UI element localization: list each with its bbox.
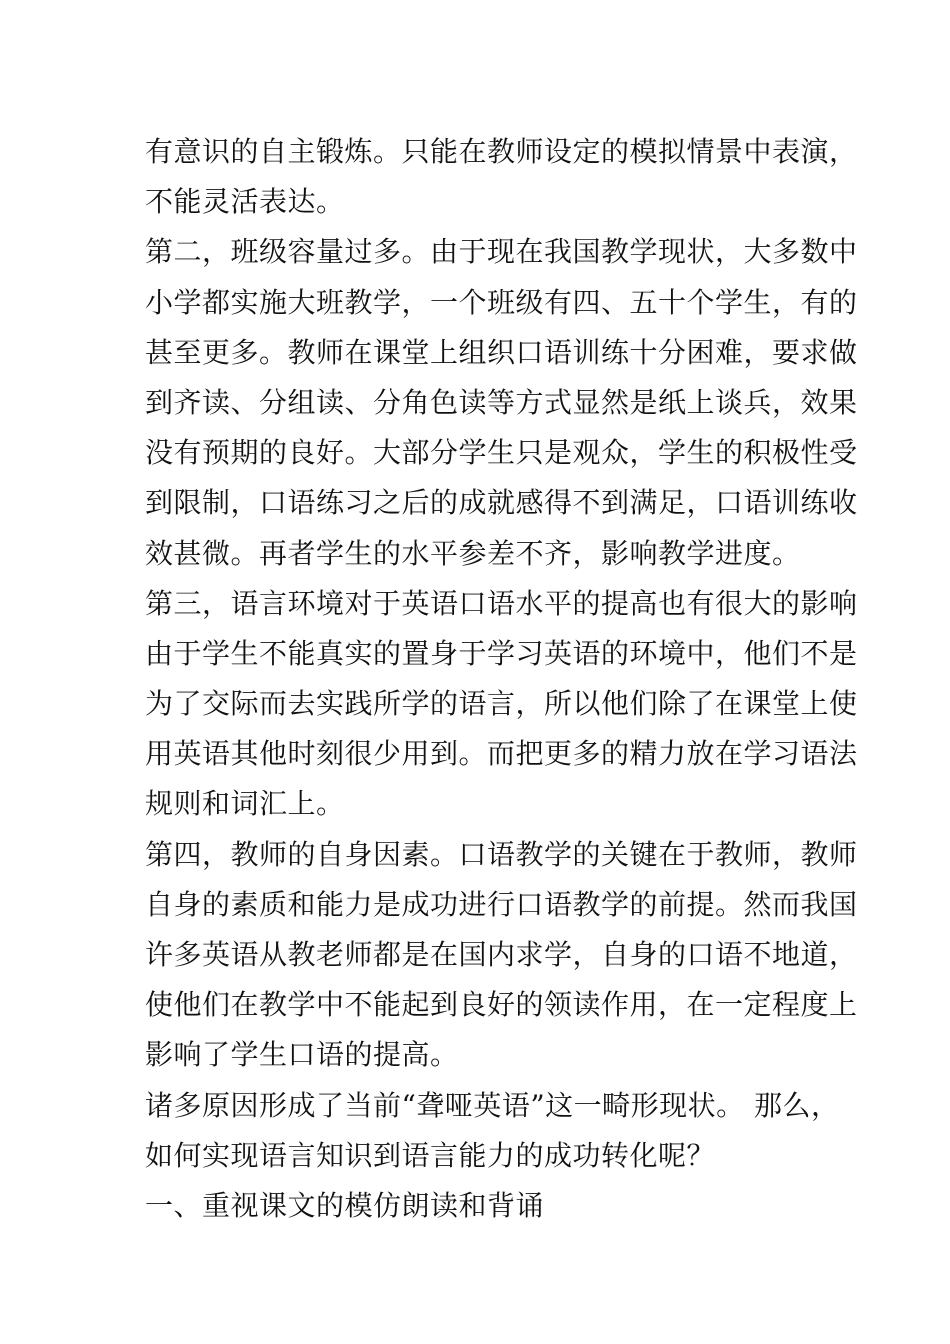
text-line: 到限制，口语练习之后的成就感得不到满足，口语训练收: [145, 486, 858, 520]
text-line: 为了交际而去实践所学的语言，所以他们除了在课堂上使: [145, 687, 858, 721]
body-text: [145, 127, 858, 1231]
text-line: 第四，教师的自身因素。口语教学的关键在于教师，教师: [145, 837, 858, 871]
section-heading: 一、重视课文的模仿朗读和背诵: [145, 1188, 545, 1222]
text-line: 规则和词汇上。: [145, 787, 345, 821]
text-line: 用英语其他时刻很少用到。而把更多的精力放在学习语法: [145, 737, 858, 771]
text-line: 到齐读、分组读、分角色读等方式显然是纸上谈兵，效果: [145, 385, 858, 419]
text-line: 诸多原因形成了当前“聋哑英语”这一畸形现状。 那么，: [145, 1088, 840, 1122]
text-line: 有意识的自主锻炼。只能在教师设定的模拟情景中表演，: [145, 135, 858, 168]
text-line: 使他们在教学中不能起到良好的领读作用，在一定程度上: [145, 988, 858, 1022]
text-line: 甚至更多。教师在课堂上组织口语训练十分困难，要求做: [145, 335, 858, 369]
text-line: 不能灵活表达。: [145, 185, 345, 219]
text-line: 效甚微。再者学生的水平参差不齐，影响教学进度。: [145, 536, 801, 570]
text-line: 小学都实施大班教学，一个班级有四、五十个学生，有的: [145, 285, 858, 319]
text-line: 第三，语言环境对于英语口语水平的提高也有很大的影响: [145, 586, 858, 620]
text-line: 自身的素质和能力是成功进行口语教学的前提。然而我国: [145, 887, 858, 921]
text-line: 第二，班级容量过多。由于现在我国教学现状，大多数中: [145, 235, 858, 269]
text-line: 没有预期的良好。大部分学生只是观众，学生的积极性受: [145, 436, 858, 470]
text-line: 影响了学生口语的提高。: [145, 1038, 459, 1072]
text-line: 许多英语从教老师都是在国内求学，自身的口语不地道，: [145, 938, 858, 971]
text-line: 由于学生不能真实的置身于学习英语的环境中，他们不是: [145, 636, 858, 670]
text-line: 如何实现语言知识到语言能力的成功转化呢？: [145, 1138, 716, 1172]
